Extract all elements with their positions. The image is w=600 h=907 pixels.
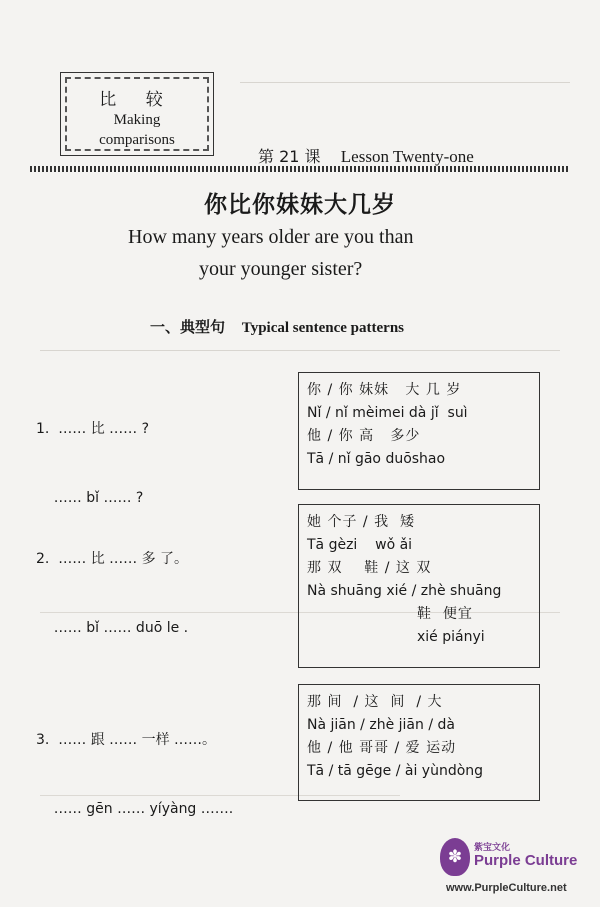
example-hanzi: 鞋 便宜 — [417, 606, 473, 622]
pattern-hanzi: 2. …… 比 …… 多 了。 — [36, 551, 189, 567]
lesson-title-en-line2: your younger sister? — [199, 258, 363, 280]
example-hanzi: 那 双 鞋 / 这 双 — [307, 560, 432, 576]
example-pinyin: Tā / tā gēge / ài yùndòng — [307, 763, 484, 779]
section-heading — [150, 316, 404, 337]
example-box-1 — [298, 372, 540, 490]
pattern-hanzi: 3. …… 跟 …… 一样 ……。 — [36, 732, 217, 748]
pattern-2 — [36, 502, 188, 686]
example-pinyin: Tā / nǐ gāo duōshao — [307, 451, 446, 467]
unit-title-en-line2: comparisons — [99, 132, 175, 148]
logo-seal-icon: ✽ — [440, 838, 470, 876]
lesson-number-zh: 第 21 课 — [258, 147, 321, 166]
lesson-title-zh: 你比你妹妹大几岁 — [204, 192, 396, 218]
example-hanzi: 你 / 你 妹妹 大 几 岁 — [307, 382, 462, 398]
example-box-3 — [298, 684, 540, 801]
example-hanzi: 她 个子 / 我 矮 — [307, 514, 415, 530]
example-pinyin: xié piányi — [417, 629, 485, 645]
header-divider — [30, 166, 570, 172]
unit-title-zh: 比 较 — [99, 90, 175, 110]
logo-url: www.PurpleCulture.net — [446, 882, 567, 894]
pattern-pinyin: …… bǐ …… ? — [36, 490, 144, 506]
logo-chinese-name: 紫宝文化 — [474, 843, 511, 853]
lesson-number — [258, 144, 474, 167]
logo-brand-name: Purple Culture — [474, 852, 578, 869]
example-pinyin: Nà shuāng xié / zhè shuāng — [307, 583, 502, 599]
section-heading-zh: 一、典型句 — [150, 318, 226, 336]
pattern-3 — [36, 683, 233, 867]
unit-title-en — [61, 110, 213, 150]
example-hanzi: 他 / 他 哥哥 / 爱 运动 — [307, 740, 457, 756]
unit-title-en-line1: Making — [113, 112, 161, 128]
pattern-hanzi: 1. …… 比 …… ? — [36, 421, 150, 437]
pattern-pinyin: …… bǐ …… duō le . — [36, 620, 189, 636]
example-hanzi: 那 间 / 这 间 / 大 — [307, 694, 443, 710]
example-pinyin: Tā gèzi wǒ ǎi — [307, 537, 413, 553]
example-pinyin: Nǐ / nǐ mèimei dà jǐ suì — [307, 405, 468, 421]
purple-culture-logo — [440, 838, 590, 898]
example-box-2 — [298, 504, 540, 668]
unit-heading-box — [60, 72, 214, 156]
pattern-pinyin: …… gēn …… yíyàng ……. — [36, 801, 234, 817]
lesson-title-en-line1: How many years older are you than — [128, 226, 414, 248]
lesson-number-en: Lesson Twenty-one — [340, 147, 474, 166]
section-heading-en: Typical sentence patterns — [241, 320, 404, 336]
example-pinyin: Nà jiān / zhè jiān / dà — [307, 717, 455, 733]
example-hanzi: 他 / 你 高 多少 — [307, 428, 421, 444]
